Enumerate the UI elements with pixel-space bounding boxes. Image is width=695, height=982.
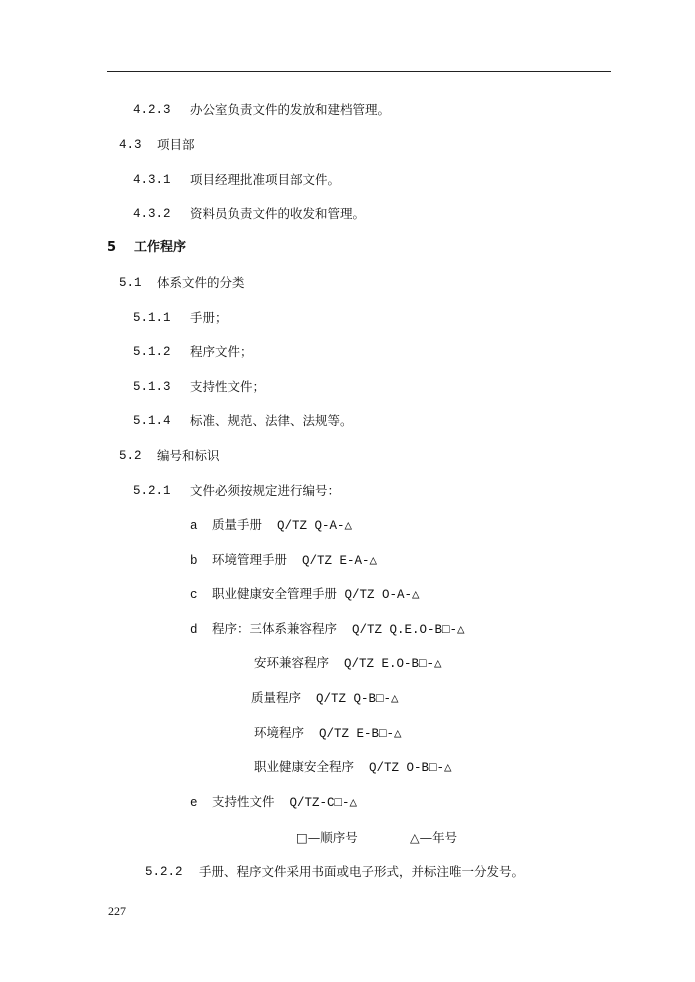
clause-number: 5.1.3 bbox=[133, 380, 171, 394]
item-text: 环境程序 Q/TZ E-B□-△ bbox=[254, 727, 402, 741]
clause-text: 项目经理批准项目部文件。 bbox=[190, 172, 341, 187]
clause-text: 程序文件； bbox=[190, 344, 253, 359]
section-number: 4.3 bbox=[119, 138, 142, 152]
legend-sequence: □—顺序号 bbox=[296, 830, 358, 845]
section-number: 5.2 bbox=[119, 449, 142, 463]
item-text: 安环兼容程序 Q/TZ E.O-B□-△ bbox=[254, 657, 442, 671]
item-text: 支持性文件 Q/TZ-C□-△ bbox=[212, 796, 358, 810]
clause-number: 4.2.3 bbox=[133, 103, 171, 117]
header-rule bbox=[107, 71, 611, 72]
item-letter: e bbox=[190, 796, 198, 810]
clause-text: 标准、规范、法律、法规等。 bbox=[190, 413, 353, 428]
clause-number: 5.1.4 bbox=[133, 414, 171, 428]
clause-number: 4.3.1 bbox=[133, 173, 171, 187]
clause-text: 手册、程序文件采用书面或电子形式，并标注唯一分发号。 bbox=[199, 864, 525, 879]
clause-text: 文件必须按规定进行编号： bbox=[190, 483, 341, 498]
clause-number: 5.1.2 bbox=[133, 345, 171, 359]
item-text: 质量手册 Q/TZ Q-A-△ bbox=[212, 519, 353, 533]
item-letter: c bbox=[190, 588, 198, 602]
chapter-title: 工作程序 bbox=[134, 240, 187, 255]
section-number: 5.1 bbox=[119, 276, 142, 290]
clause-number: 5.1.1 bbox=[133, 311, 171, 325]
chapter-number: 5 bbox=[107, 240, 117, 255]
item-letter: b bbox=[190, 554, 198, 568]
item-letter: a bbox=[190, 519, 198, 533]
clause-text: 办公室负责文件的发放和建档管理。 bbox=[190, 102, 391, 117]
item-text: 质量程序 Q/TZ Q-B□-△ bbox=[251, 692, 399, 706]
section-title: 编号和标识 bbox=[157, 448, 220, 463]
section-title: 体系文件的分类 bbox=[157, 275, 245, 290]
section-title: 项目部 bbox=[157, 137, 195, 152]
clause-number: 4.3.2 bbox=[133, 207, 171, 221]
item-text: 职业健康安全程序 Q/TZ O-B□-△ bbox=[254, 761, 452, 775]
clause-text: 手册； bbox=[190, 310, 228, 325]
item-letter: d bbox=[190, 623, 198, 637]
item-text: 职业健康安全管理手册 Q/TZ O-A-△ bbox=[212, 588, 420, 602]
clause-number: 5.2.2 bbox=[145, 865, 183, 879]
legend-year: △—年号 bbox=[410, 830, 458, 845]
clause-text: 资料员负责文件的收发和管理。 bbox=[190, 206, 366, 221]
page-number: 227 bbox=[108, 904, 126, 918]
clause-text: 支持性文件； bbox=[190, 379, 266, 394]
clause-number: 5.2.1 bbox=[133, 484, 171, 498]
item-text: 环境管理手册 Q/TZ E-A-△ bbox=[212, 554, 378, 568]
item-text: 程序：三体系兼容程序 Q/TZ Q.E.O-B□-△ bbox=[212, 623, 465, 637]
